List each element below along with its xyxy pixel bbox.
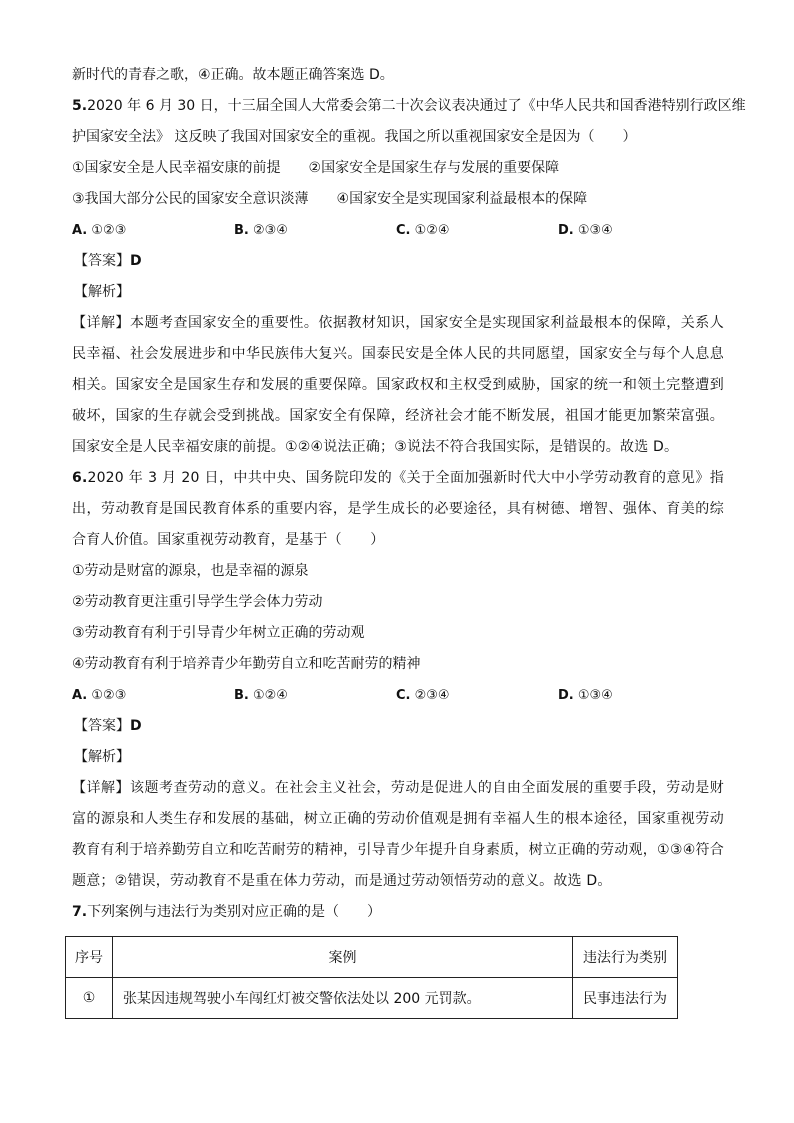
- q5-option-b: B. ②③④: [234, 223, 288, 238]
- q6-number: 6.: [72, 470, 88, 486]
- intro-line: 新时代的青春之歌，④正确。故本题正确答案选 D。: [72, 67, 394, 83]
- table-header-category: 违法行为类别: [573, 937, 678, 978]
- document-page: [72, 60, 746, 928]
- q5-answer-label: 【答案】: [74, 253, 130, 269]
- q5-option-a: A. ①②③: [72, 223, 127, 238]
- q7-case-table: [65, 936, 678, 1019]
- q6-detail: 【详解】该题考查劳动的意义。在社会主义社会，劳动是促进人的自由全面发展的重要手段，劳动是财富的源泉和人类生存和发展的基础，树立正确的劳动价值观是拥有幸福人生的根本途径，国家重视劳动教育有利于培养勤劳自立和吃苦耐劳的精神，引导青少年提升自身素质，树立正确的劳动观，①③④符合题意；②错误，劳动教育不是重在体力劳动，而是通过劳动领悟劳动的意义。故选 D。: [72, 780, 724, 889]
- table-header-index: 序号: [66, 937, 113, 978]
- q5-options: [72, 215, 724, 246]
- q5-option-d: D. ①③④: [558, 223, 613, 238]
- q5-statements-line-1: ①国家安全是人民幸福安康的前提 ②国家安全是国家生存与发展的重要保障: [72, 160, 560, 176]
- q6-option-c: C. ②③④: [396, 688, 450, 703]
- q5-analysis-label: 【解析】: [74, 284, 130, 300]
- q7-number: 7.: [72, 904, 88, 920]
- q6-analysis-label: 【解析】: [74, 749, 130, 765]
- table-header-case: 案例: [113, 937, 573, 978]
- table-cell-index: ①: [66, 978, 113, 1019]
- q6-option-d: D. ①③④: [558, 688, 613, 703]
- table-header-row: [66, 937, 678, 978]
- table-cell-category: 民事违法行为: [573, 978, 678, 1019]
- q6-stem: [72, 463, 724, 556]
- q6-statement-3: ③劳动教育有利于引导青少年树立正确的劳动观: [72, 625, 365, 641]
- q6-option-b: B. ①②④: [234, 688, 288, 703]
- q5-number: 5.: [72, 98, 88, 114]
- q7-stem: [72, 897, 724, 928]
- q7-stem-text: 下列案例与违法行为类别对应正确的是（ ）: [87, 904, 382, 920]
- q6-statement-4: ④劳动教育有利于培养青少年勤劳自立和吃苦耐劳的精神: [72, 656, 421, 672]
- q5-answer-value: D: [130, 253, 142, 269]
- q6-answer-label: 【答案】: [74, 718, 130, 734]
- q5-answer: [74, 246, 724, 277]
- q5-statements-line-2: ③我国大部分公民的国家安全意识淡薄 ④国家安全是实现国家利益最根本的保障: [72, 191, 588, 207]
- q6-option-a: A. ①②③: [72, 688, 127, 703]
- q6-answer-value: D: [130, 718, 142, 734]
- table-cell-case: 张某因违规驾驶小车闯红灯被交警依法处以 200 元罚款。: [113, 978, 573, 1019]
- q5-stem-line-2: 护国家安全法》 这反映了我国对国家安全的重视。我国之所以重视国家安全是因为（ ）: [72, 129, 637, 145]
- q5-stem-text-1: 2020 年 6 月 30 日，十三届全国人大常委会第二十次会议表决通过了《中华人民共和国香港特别行政区维: [87, 98, 746, 114]
- q6-statement-1: ①劳动是财富的源泉，也是幸福的源泉: [72, 563, 309, 579]
- q5-stem-line-1: [72, 91, 746, 122]
- q6-answer: [74, 711, 724, 742]
- q5-option-c: C. ①②④: [396, 223, 450, 238]
- q6-options: [72, 680, 724, 711]
- q6-statement-2: ②劳动教育更注重引导学生学会体力劳动: [72, 594, 323, 610]
- q5-detail: 【详解】本题考查国家安全的重要性。依据教材知识，国家安全是实现国家利益最根本的保障，关系人民幸福、社会发展进步和中华民族伟大复兴。国泰民安是全体人民的共同愿望，国家安全与每个人息息相关。国家安全是国家生存和发展的重要保障。国家政权和主权受到威胁，国家的统一和领土完整遭到破坏，国家的生存就会受到挑战。国家安全有保障，经济社会才能不断发展，祖国才能更加繁荣富强。国家安全是人民幸福安康的前提。①②④说法正确；③说法不符合我国实际，是错误的。故选 D。: [72, 315, 724, 455]
- q6-stem-text: 2020 年 3 月 20 日，中共中央、国务院印发的《关于全面加强新时代大中小学劳动教育的意见》指出，劳动教育是国民教育体系的重要内容，是学生成长的必要途径，具有树德、增智、强体、育美的综合育人价值。国家重视劳动教育，是基于（ ）: [72, 470, 724, 548]
- table-row: [66, 978, 678, 1019]
